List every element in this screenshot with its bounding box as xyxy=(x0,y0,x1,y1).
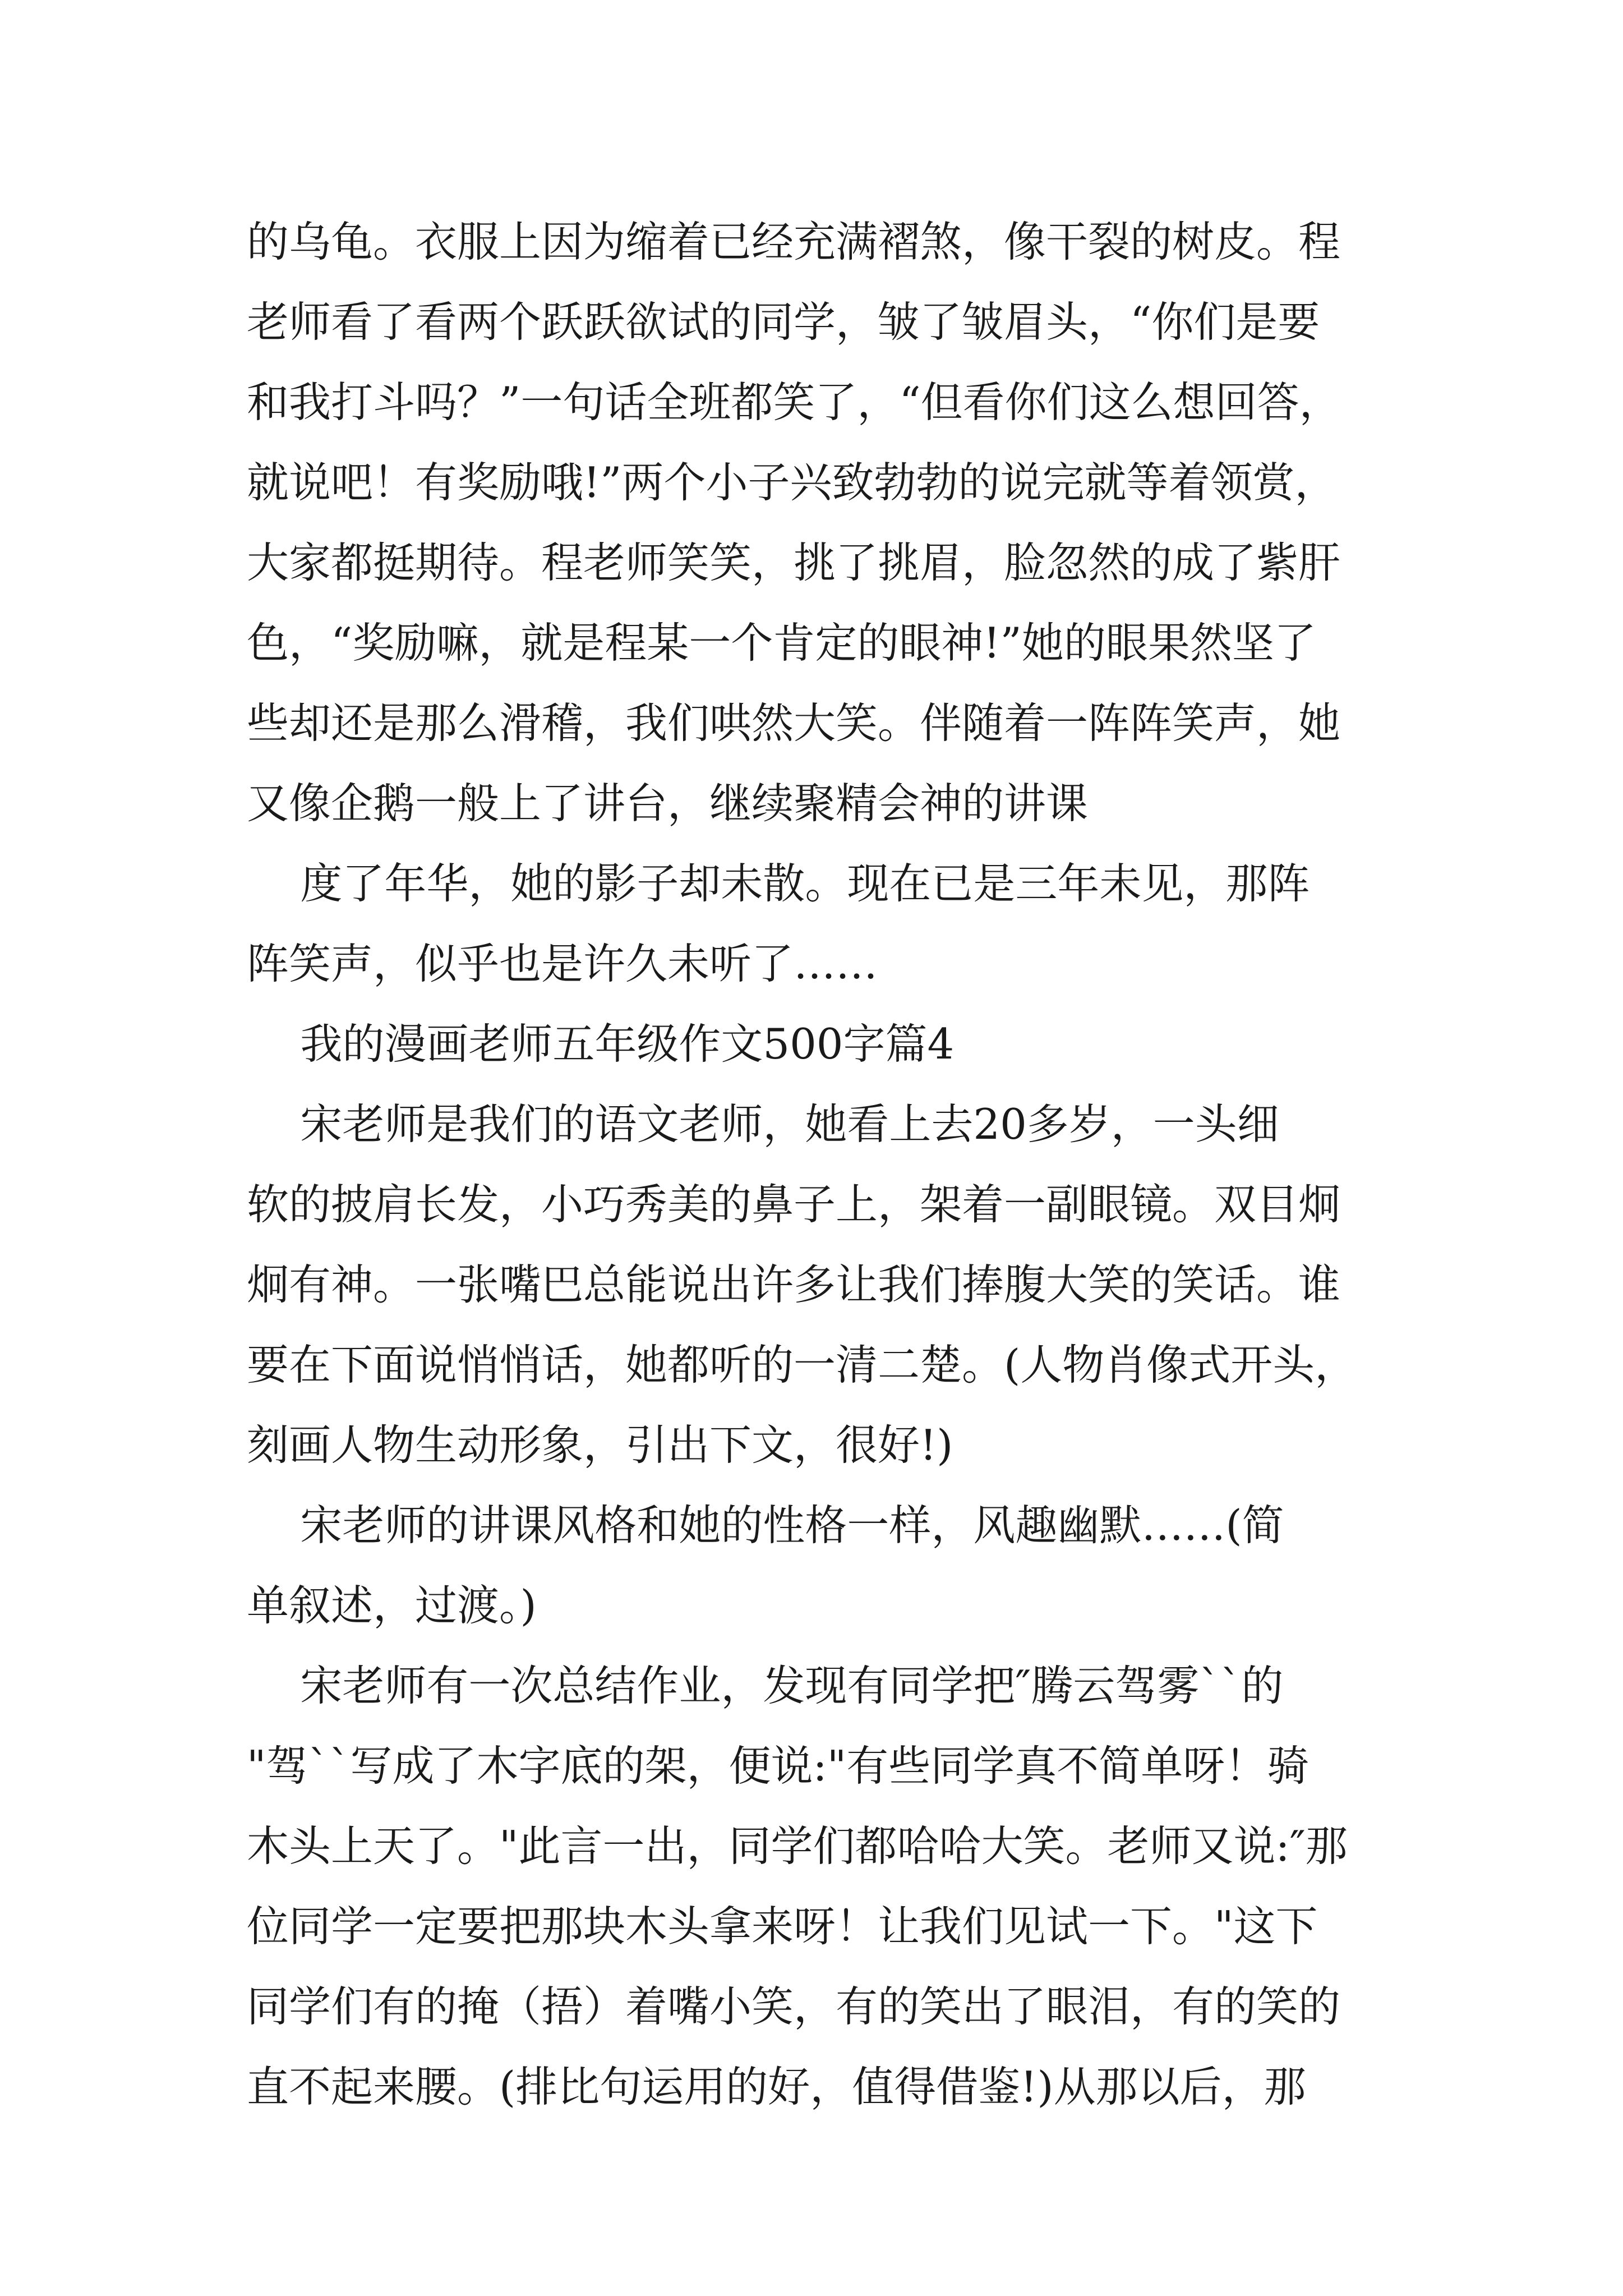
text-line: 度了年华，她的影子却未散。现在已是三年未见，那阵 xyxy=(247,859,1310,908)
text-line: 同学们有的掩（捂）着嘴小笑，有的笑出了眼泪，有的笑的 xyxy=(247,1982,1341,2031)
document-body xyxy=(247,202,1413,2127)
text-line: 大家都挺期待。程老师笑笑，挑了挑眉，脸忽然的成了紫肝 xyxy=(247,538,1341,587)
text-line: 和我打斗吗？”一句话全班都笑了，“但看你们这么想回答， xyxy=(247,378,1341,427)
text-line: 炯有神。一张嘴巴总能说出许多让我们捧腹大笑的笑话。谁 xyxy=(247,1260,1341,1309)
text-line: 单叙述，过渡。) xyxy=(247,1581,537,1630)
text-line: 宋老师是我们的语文老师，她看上去20多岁，一头细 xyxy=(247,1099,1279,1149)
section-heading: 我的漫画老师五年级作文500字篇4 xyxy=(247,1019,955,1069)
text-line: 老师看了看两个跃跃欲试的同学，皱了皱眉头，“你们是要 xyxy=(247,297,1320,347)
text-line: 色，“奖励嘛，就是程某一个肯定的眼神!”她的眼果然坚了 xyxy=(247,618,1316,668)
text-line: 阵笑声，似乎也是许久未听了…… xyxy=(247,939,878,988)
text-line: 木头上天了。"此言一出，同学们都哈哈大笑。老师又说:″那 xyxy=(247,1821,1348,1871)
text-line: 又像企鹅一般上了讲台，继续聚精会神的讲课 xyxy=(247,779,1089,828)
text-line: 的乌龟。衣服上因为缩着已经充满褶煞，像干裂的树皮。程 xyxy=(247,217,1341,266)
text-line: 要在下面说悄悄话，她都听的一清二楚。(人物肖像式开头， xyxy=(247,1340,1357,1389)
text-line: 刻画人物生动形象，引出下文，很好!) xyxy=(247,1420,953,1470)
text-line: 些却还是那么滑稽，我们哄然大笑。伴随着一阵阵笑声，她 xyxy=(247,698,1341,748)
text-line: 软的披肩长发，小巧秀美的鼻子上，架着一副眼镜。双目炯 xyxy=(247,1180,1341,1229)
text-line: 宋老师有一次总结作业，发现有同学把″腾云驾雾``的 xyxy=(247,1661,1284,1710)
text-line: 直不起来腰。(排比句运用的好，值得借鉴!)从那以后，那 xyxy=(247,2062,1306,2111)
text-line: 就说吧！有奖励哦!”两个小子兴致勃勃的说完就等着领赏， xyxy=(247,458,1337,507)
text-line: "驾``写成了木字底的架，便说:"有些同学真不简单呀！骑 xyxy=(247,1741,1310,1791)
text-line: 位同学一定要把那块木头拿来呀！让我们见试一下。"这下 xyxy=(247,1902,1318,1951)
text-line: 宋老师的讲课风格和她的性格一样，风趣幽默……(简 xyxy=(247,1501,1284,1550)
